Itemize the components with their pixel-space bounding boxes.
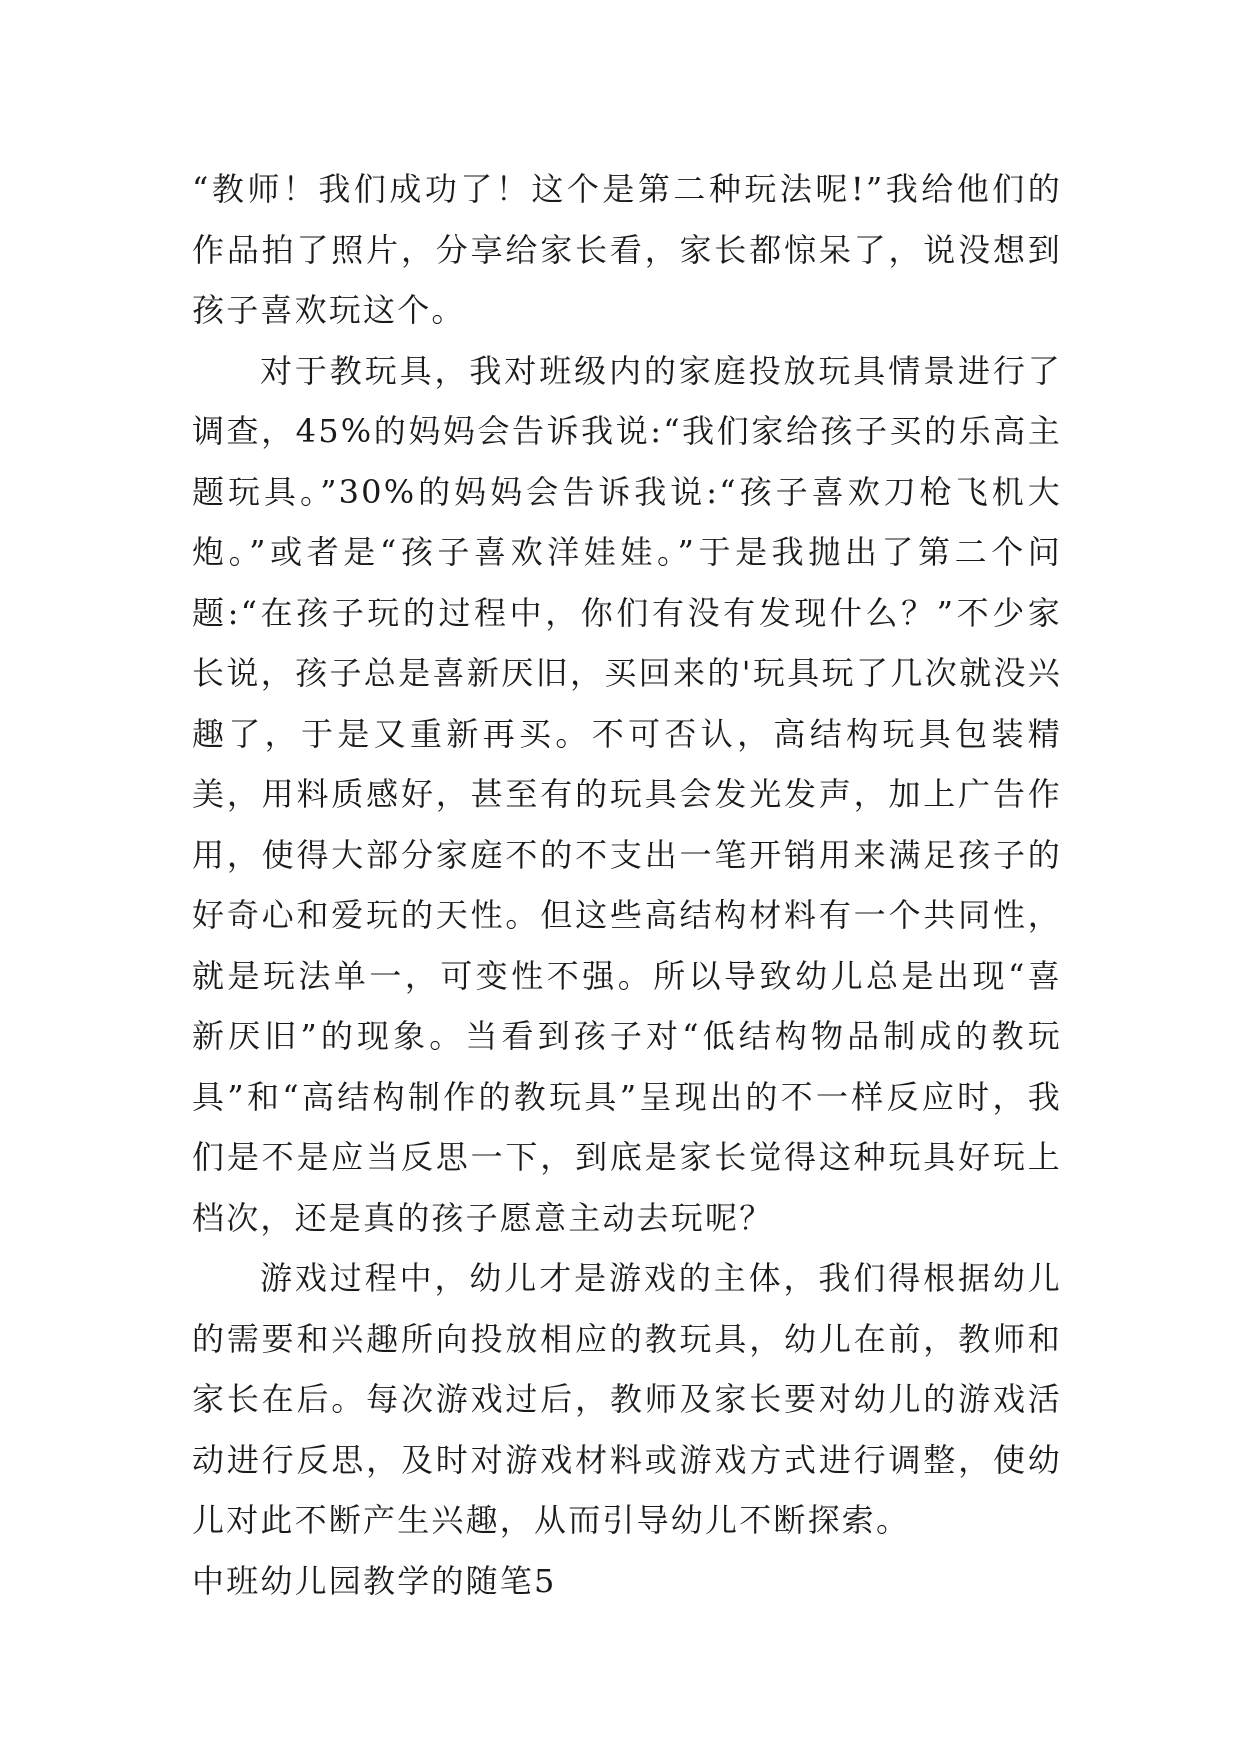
paragraph-2: 对于教玩具，我对班级内的家庭投放玩具情景进行了调查，45%的妈妈会告诉我说:“我们家给孩子买的乐高主题玩具。”30%的妈妈会告诉我说:“孩子喜欢刀枪飞机大炮。”或者是“孩子喜欢洋娃娃。”于是我抛出了第二个问题:“在孩子玩的过程中，你们有没有发现什么？”不少家长说，孩子总是喜新厌旧，买回来的'玩具玩了几次就没兴趣了，于是又重新再买。不可否认，高结构玩具包装精美，用料质感好，甚至有的玩具会发光发声，加上广告作用，使得大部分家庭不的不支出一笔开销用来满足孩子的好奇心和爱玩的天性。但这些高结构材料有一个共同性，就是玩法单一，可变性不强。所以导致幼儿总是出现“喜新厌旧”的现象。当看到孩子对“低结构物品制成的教玩具”和“高结构制作的教玩具”呈现出的不一样反应时，我们是不是应当反思一下，到底是家长觉得这种玩具好玩上档次，还是真的孩子愿意主动去玩呢？ <box>192 351 1062 1237</box>
article-body <box>192 159 1062 1611</box>
section-heading: 中班幼儿园教学的随笔5 <box>192 1561 557 1600</box>
paragraph-3: 游戏过程中，幼儿才是游戏的主体，我们得根据幼儿的需要和兴趣所向投放相应的教玩具，幼儿在前，教师和家长在后。每次游戏过后，教师及家长要对幼儿的游戏活动进行反思，及时对游戏材料或游戏方式进行调整，使幼儿对此不断产生兴趣，从而引导幼儿不断探索。 <box>192 1259 1062 1539</box>
paragraph-1: “教师！我们成功了！这个是第二种玩法呢!”我给他们的作品拍了照片，分享给家长看，家长都惊呆了，说没想到孩子喜欢玩这个。 <box>192 170 1062 329</box>
